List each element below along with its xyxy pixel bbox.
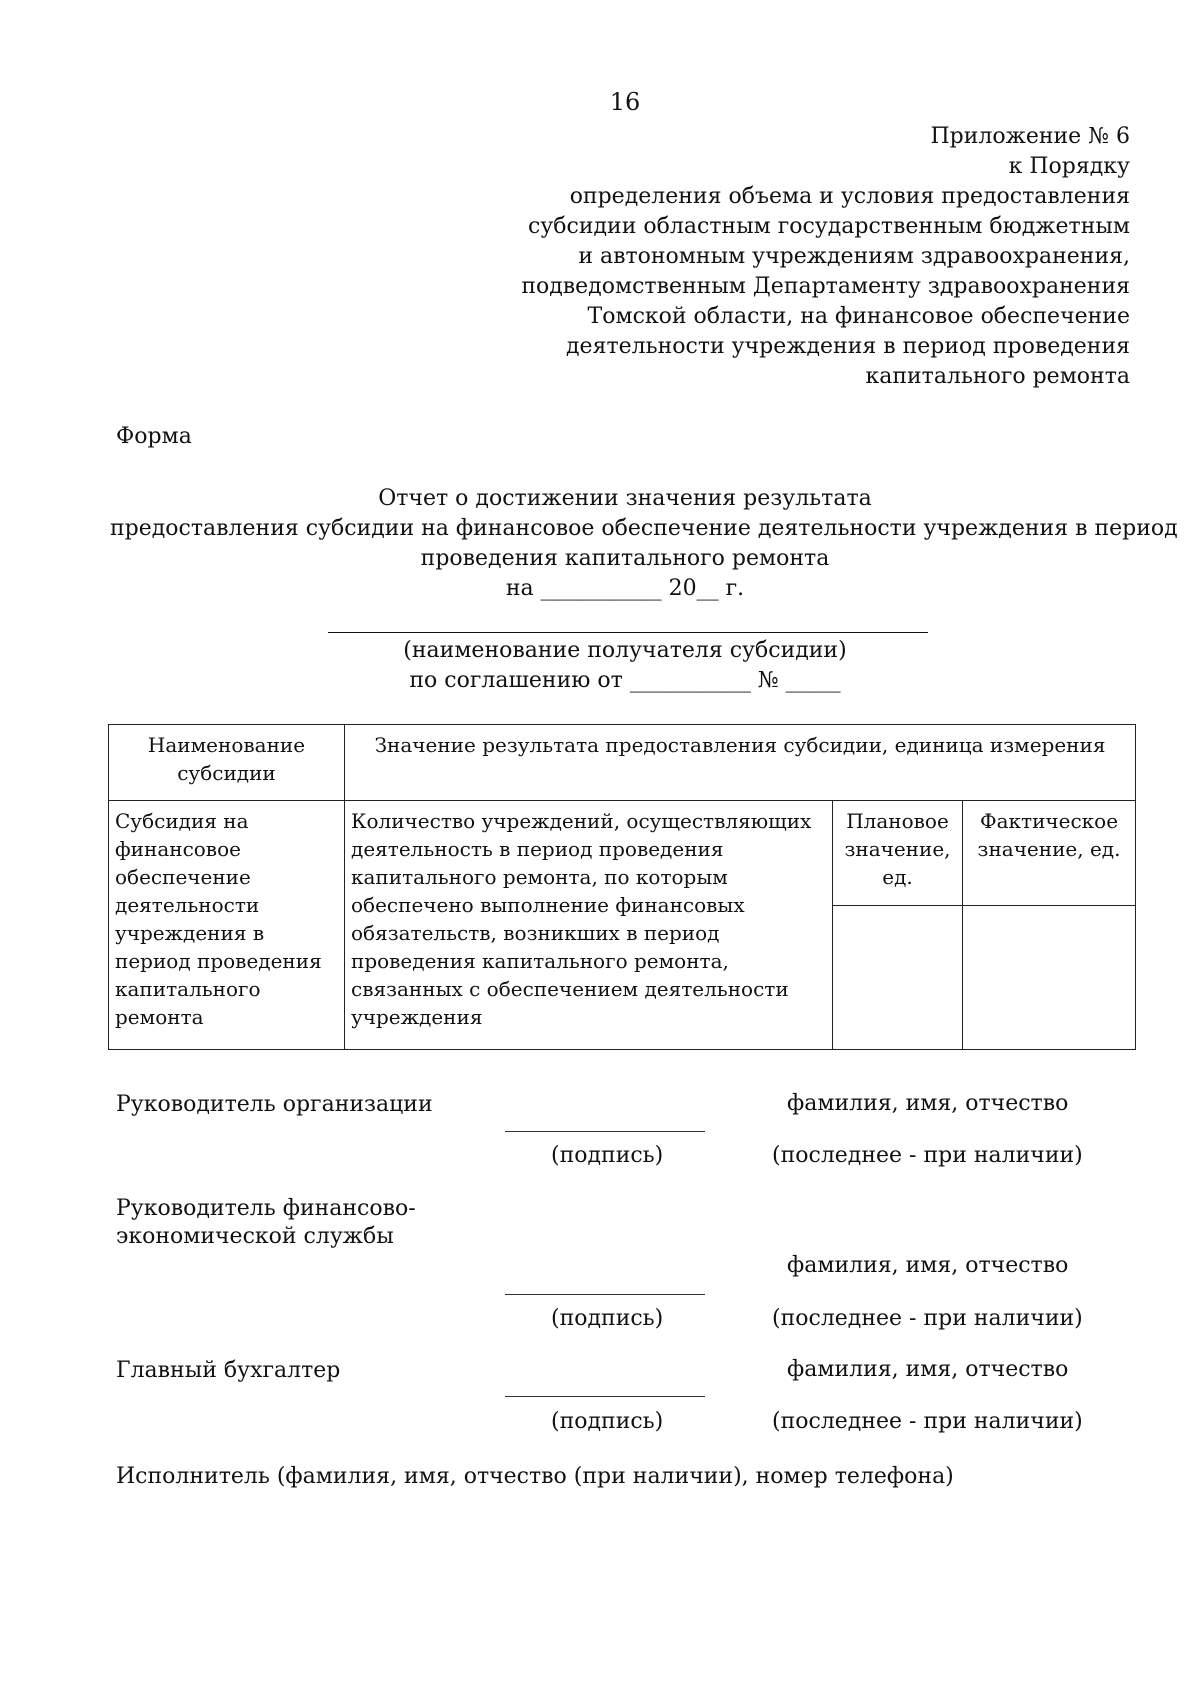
appendix-line: субсидии областным государственным бюджетным [528,214,1130,239]
signer-role-accountant: Главный бухгалтер [116,1358,341,1383]
appendix-header [521,122,1130,392]
name-caption: (последнее - при наличии) [772,1306,1083,1331]
appendix-line: к Порядку [1008,154,1130,179]
appendix-line: определения объема и условия предоставления [569,184,1130,209]
signer-role-head: Руководитель организации [116,1092,433,1117]
subsidy-name-cell: Субсидия на финансовое обеспечение деятельности учреждения в период проведения капитального ремонта [109,801,345,1050]
planned-value-cell [833,906,963,1050]
table-row [109,801,1136,906]
signature-line [505,1294,705,1295]
name-caption: (последнее - при наличии) [772,1409,1083,1434]
recipient-caption: (наименование получателя субсидии) [403,638,847,663]
signature-caption: (подпись) [551,1143,664,1168]
report-title [110,484,1178,604]
page-number: 16 [609,88,641,116]
title-line: предоставления субсидии на финансовое обеспечение деятельности учреждения в период [110,516,1178,541]
title-date-line: на ___________ 20__ г. [505,576,745,601]
title-line: проведения капитального ремонта [420,546,830,571]
recipient-name-line [328,632,928,633]
result-description-cell: Количество учреждений, осуществляющих деятельность в период проведения капитального ремонта, по которым обеспечено выполнение финансовых обязательств, возникших в период проведения капитального ремонта, связанных с обеспечением деятельности учреждения [345,801,833,1050]
name-label: фамилия, имя, отчество [787,1253,1069,1278]
appendix-line: подведомственным Департаменту здравоохранения [521,274,1130,299]
signature-line [505,1396,705,1397]
appendix-line: Приложение № 6 [930,124,1130,149]
agreement-line: по соглашению от ___________ № _____ [409,668,841,693]
appendix-line: деятельности учреждения в период проведения [566,334,1130,359]
recipient-block [110,636,1140,696]
title-line: Отчет о достижении значения результата [378,486,872,511]
header-subsidy-name: Наименование субсидии [109,725,345,801]
form-label: Форма [116,424,192,449]
appendix-line: и автономным учреждениям здравоохранения, [578,244,1130,269]
signature-caption: (подпись) [551,1409,664,1434]
signer-role-finance: Руководитель финансово-экономической службы [116,1196,416,1249]
name-caption: (последнее - при наличии) [772,1143,1083,1168]
appendix-line: Томской области, на финансовое обеспечение [587,304,1130,329]
name-label: фамилия, имя, отчество [787,1091,1069,1116]
actual-value-header: Фактическое значение, ед. [963,801,1136,906]
signature-caption: (подпись) [551,1306,664,1331]
signature-line [505,1131,705,1132]
name-label: фамилия, имя, отчество [787,1357,1069,1382]
header-result-value: Значение результата предоставления субсидии, единица измерения [345,725,1136,801]
planned-value-header: Плановое значение, ед. [833,801,963,906]
actual-value-cell [963,906,1136,1050]
result-table [108,724,1136,1050]
appendix-line: капитального ремонта [865,364,1130,389]
table-header-row [109,725,1136,801]
executor-line: Исполнитель (фамилия, имя, отчество (при наличии), номер телефона) [116,1464,954,1489]
